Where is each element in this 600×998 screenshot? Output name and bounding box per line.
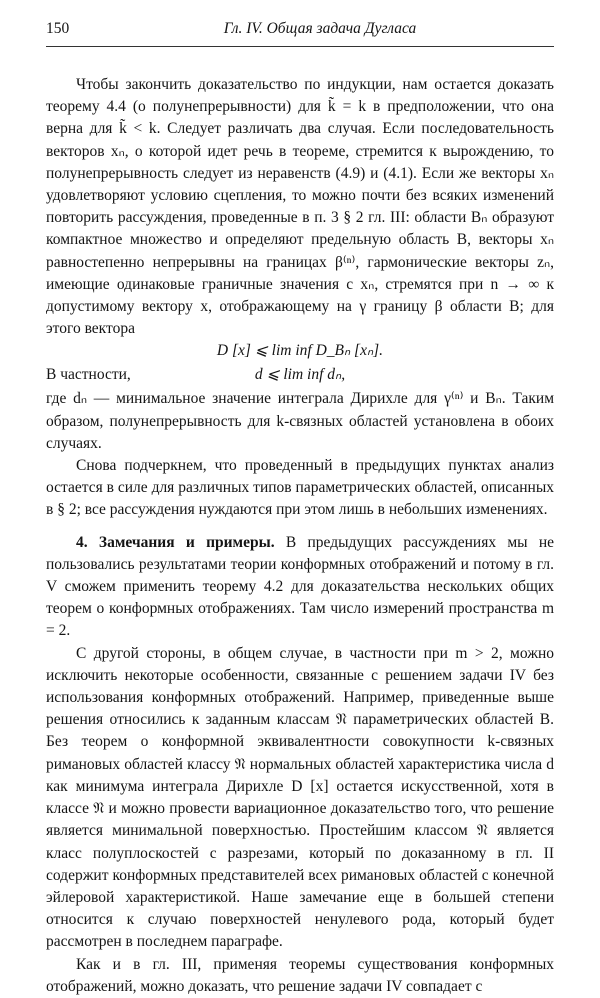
paragraph-remarks-text: В предыдущих рассуждениях мы не пользовались результатами теории конформных отображений и потому в гл. V сможем применить теорему 4.2 для доказательства нескольких общих теорем о конформных отображениях. Там число измерений пространства m = 2. xyxy=(46,533,555,640)
paragraph-other-side: С другой стороны, в общем случае, в частности при m > 2, можно исключить некоторые особенности, связанные с решением задачи IV без использования конформных отображений. Например, приведенные выше решения относились к заданным классам 𝔑 параметрических областей B. Без теорем о конформной эквивалентности совокупности k-связных римановых областей классу 𝔑 нормальных областей характеристика числа d как минимума интеграла Дирихле D [x] остается искусственной, хотя в классе 𝔑 и можно провести вариационное доказательство того, что решение является минимальной поверхностью. Простейшим классом 𝔑 является класс полуплоскостей с разрезами, который по доказанному в гл. II содержит конформных представителей всех римановых областей с конечной эйлеровой характеристикой. Наше замечание еще в большей степени относится к случаю поверхностей ненулевого рода, который будет рассмотрен в последнем параграфе. xyxy=(46,644,554,951)
formula-line-2 xyxy=(46,364,554,388)
paragraph-as-in-chapter-3: Как и в гл. III, применяя теоремы существования конформных отображений, можно доказать, что решение задачи IV совпадает с xyxy=(46,955,554,995)
section-gap xyxy=(46,522,554,532)
formula-line-1 xyxy=(46,340,554,364)
formula-dirichlet-liminf: D [x] ⩽ lim inf D_Bₙ [xₙ]. xyxy=(216,342,384,360)
formula-lead-text: В частности, xyxy=(46,366,131,384)
running-title: Гл. IV. Общая задача Дугласа xyxy=(223,20,417,37)
section-title: 4. Замечания и примеры. xyxy=(76,533,275,551)
paragraph-remarks xyxy=(46,532,554,643)
paragraph-proof-induction: Чтобы закончить доказательство по индукции, нам остается доказать теорему 4.4 (о полунепрерывности) для k̃ = k в предположении, что она верна для k̃ < k. Следует различать два случая. Если последовательность векторов xₙ, о которой идет речь в теореме, стремится к вырождению, то полунепрерывность следует из неравенств (4.9) и (4.1). Если же векторы xₙ удовлетворяют условию сцепления, то можно почти без всяких изменений повторить рассуждения, проведенные в п. 3 § 2 гл. III: области Bₙ образуют компактное множество и определяют предельную область B, векторы xₙ равностепенно непрерывны на границах β⁽ⁿ⁾, гармонические векторы zₙ, имеющие одинаковые граничные значения с xₙ, стремятся при n → ∞ к допустимому вектору x, отображающему на γ границу β области B; для этого вектора xyxy=(46,76,554,338)
paragraph-parametric-domains: Снова подчеркнем, что проведенный в предыдущих пунктах анализ остается в силе для различных типов параметрических областей, описанных в § 2; все рассуждения нуждаются при этом лишь в небольших изменениях. xyxy=(46,457,554,519)
paragraph-minimal-value: где dₙ — минимальное значение интеграла Дирихле для γ⁽ⁿ⁾ и Bₙ. Таким образом, полунепрерывность для k-связных областей установлена в обоих случаях. xyxy=(46,390,554,452)
page-header xyxy=(46,20,554,46)
page-number: 150 xyxy=(46,20,70,37)
formula-d-liminf: d ⩽ lim inf dₙ, xyxy=(254,366,346,384)
page-body xyxy=(46,74,554,998)
header-rule xyxy=(46,46,554,47)
